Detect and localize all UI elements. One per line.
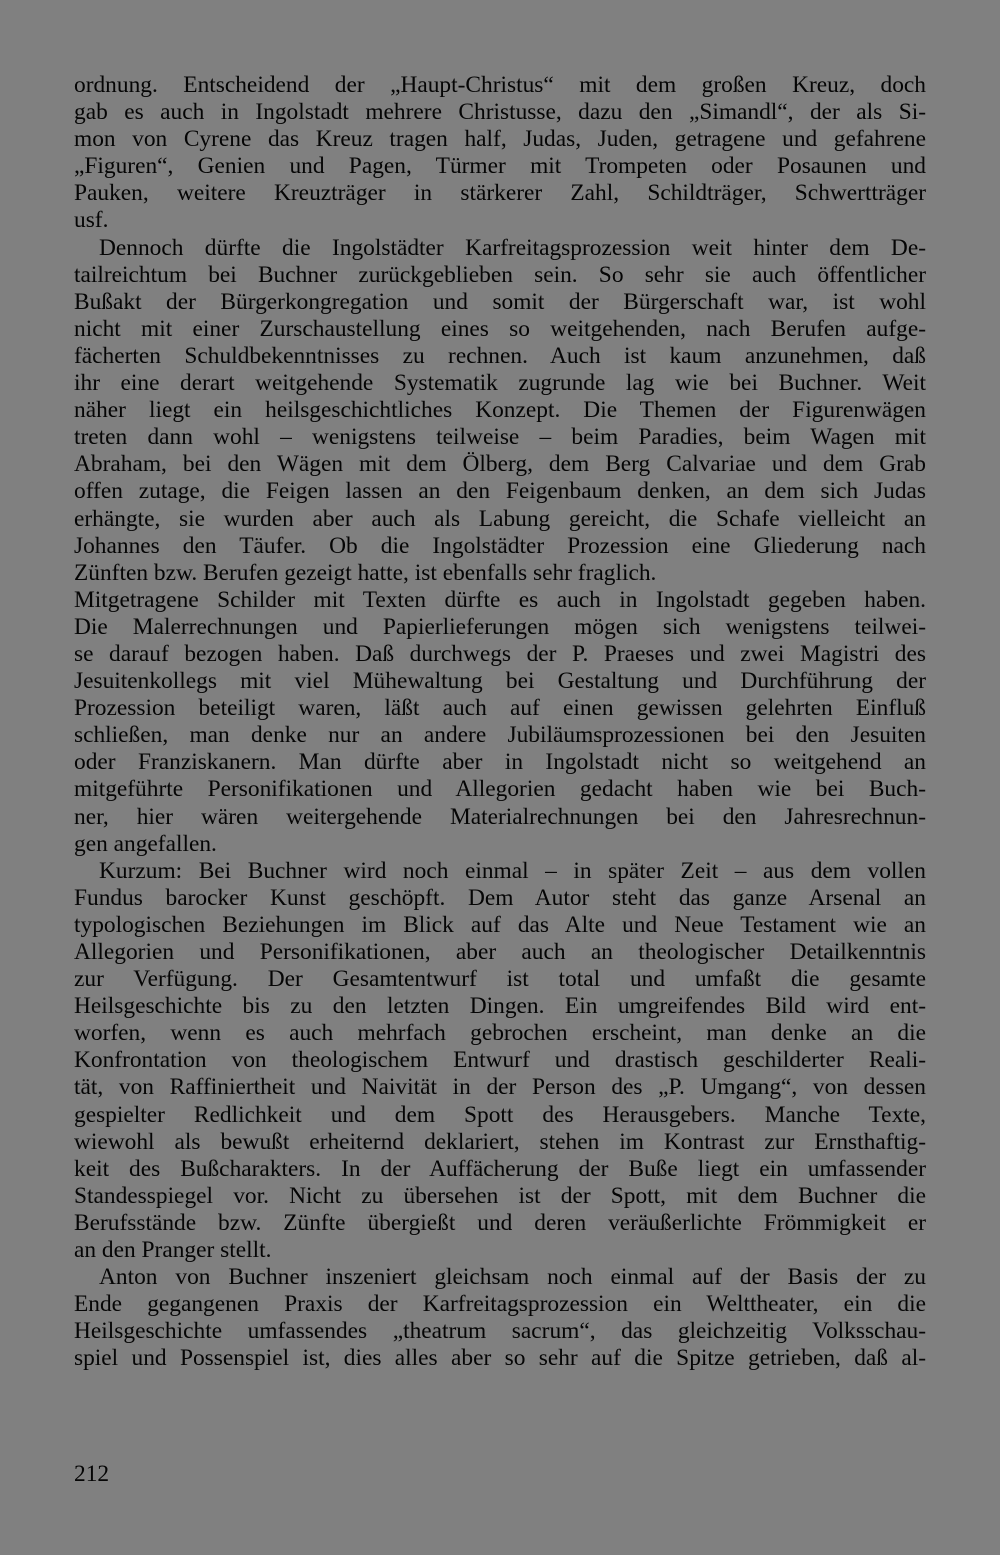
- text-line: näher liegt ein heilsgeschichtliches Konzept. Die Themen der Figurenwägen: [74, 397, 926, 424]
- text-line: schließen, man denke nur an andere Jubiläumsprozessionen bei den Jesuiten: [74, 722, 926, 749]
- text-line: fächerten Schuldbekenntnisses zu rechnen. Auch ist kaum anzunehmen, daß: [74, 342, 926, 369]
- text-line: offen zutage, die Feigen lassen an den Feigenbaum denken, an dem sich Judas: [74, 478, 926, 505]
- text-line: gen angefallen.: [74, 830, 217, 857]
- text-line: Abraham, bei den Wägen mit dem Ölberg, dem Berg Calvariae und dem Grab: [74, 451, 926, 478]
- text-line: an den Pranger stellt.: [74, 1237, 272, 1264]
- text-line: tät, von Raffiniertheit und Naivität in der Person des „P. Umgang“, von dessen: [74, 1074, 926, 1101]
- text-line: Konfrontation von theologischem Entwurf und drastisch geschilderter Reali-: [74, 1047, 926, 1074]
- text-line: Heilsgeschichte bis zu den letzten Dingen. Ein umgreifendes Bild wird ent-: [74, 993, 926, 1020]
- text-line: Standesspiegel vor. Nicht zu übersehen ist der Spott, mit dem Buchner die: [74, 1182, 926, 1209]
- text-line: zur Verfügung. Der Gesamtentwurf ist total und umfaßt die gesamte: [74, 966, 926, 993]
- text-line: „Figuren“, Genien und Pagen, Türmer mit Trompeten oder Posaunen und: [74, 153, 926, 180]
- page-body: [74, 72, 926, 1373]
- text-line: nicht mit einer Zurschaustellung eines so weitgehenden, nach Berufen aufge-: [74, 315, 926, 342]
- paragraph: [74, 235, 926, 587]
- text-line: Allegorien und Personifikationen, aber auch an theologischer Detailkenntnis: [74, 939, 926, 965]
- text-line: Dennoch dürfte die Ingolstädter Karfreitagsprozession weit hinter dem De-: [99, 234, 926, 261]
- text-line: Berufsstände bzw. Zünfte übergießt und deren veräußerlichte Frömmigkeit er: [74, 1209, 926, 1236]
- text-line: typologischen Beziehungen im Blick auf das Alte und Neue Testament wie an: [74, 911, 926, 938]
- text-line: usf.: [74, 207, 109, 234]
- text-line: mon von Cyrene das Kreuz tragen half, Judas, Juden, getragene und gefahrene: [74, 126, 926, 153]
- text-line: se darauf bezogen haben. Daß durchwegs der P. Praeses und zwei Magistri des: [74, 640, 926, 667]
- text-line: ner, hier wären weitergehende Materialrechnungen bei den Jahresrechnun-: [74, 803, 926, 830]
- text-line: Fundus barocker Kunst geschöpft. Dem Autor steht das ganze Arsenal an: [74, 884, 926, 911]
- text-line: tailreichtum bei Buchner zurückgeblieben sein. So sehr sie auch öffentlicher: [74, 261, 926, 288]
- paragraph: [74, 1264, 926, 1372]
- text-line: Johannes den Täufer. Ob die Ingolstädter Prozession eine Gliederung nach: [74, 532, 926, 559]
- page-number: 212: [74, 1461, 110, 1487]
- text-line: Bußakt der Bürgerkongregation und somit der Bürgerschaft war, ist wohl: [74, 288, 926, 315]
- text-line: wiewohl als bewußt erheiternd deklariert, stehen im Kontrast zur Ernsthaftig-: [74, 1128, 926, 1155]
- text-line: mitgeführte Personifikationen und Allegorien gedacht haben wie bei Buch-: [74, 776, 926, 803]
- text-line: worfen, wenn es auch mehrfach gebrochen erscheint, man denke an die: [74, 1020, 926, 1047]
- text-line: gab es auch in Ingolstadt mehrere Christusse, dazu den „Simandl“, der als Si-: [74, 99, 926, 126]
- text-line: Zünften bzw. Berufen gezeigt hatte, ist ebenfalls sehr fraglich.: [74, 559, 657, 586]
- text-line: Die Malerrechnungen und Papierlieferungen mögen sich wenigstens teilwei-: [74, 613, 926, 640]
- text-line: ordnung. Entscheidend der „Haupt-Christus“ mit dem großen Kreuz, doch: [74, 72, 926, 98]
- text-line: Mitgetragene Schilder mit Texten dürfte es auch in Ingolstadt gegeben haben.: [74, 586, 926, 613]
- text-line: Prozession beteiligt waren, läßt auch auf einen gewissen gelehrten Einfluß: [74, 695, 926, 722]
- text-line: Heilsgeschichte umfassendes „theatrum sacrum“, das gleichzeitig Volksschau-: [74, 1318, 926, 1345]
- text-line: treten dann wohl – wenigstens teilweise – beim Paradies, beim Wagen mit: [74, 424, 926, 451]
- text-line: ihr eine derart weitgehende Systematik zugrunde lag wie bei Buchner. Weit: [74, 370, 926, 397]
- text-line: Jesuitenkollegs mit viel Mühewaltung bei Gestaltung und Durchführung der: [74, 668, 926, 695]
- text-line: Anton von Buchner inszeniert gleichsam noch einmal auf der Basis der zu: [99, 1264, 926, 1291]
- text-line: Kurzum: Bei Buchner wird noch einmal – in später Zeit – aus dem vollen: [99, 857, 926, 884]
- text-line: oder Franziskanern. Man dürfte aber in Ingolstadt nicht so weitgehend an: [74, 749, 926, 776]
- text-line: spiel und Possenspiel ist, dies alles aber so sehr auf die Spitze getrieben, daß al-: [74, 1345, 926, 1372]
- paragraph: [74, 72, 926, 235]
- text-line: keit des Bußcharakters. In der Auffächerung der Buße liegt ein umfassender: [74, 1155, 926, 1182]
- text-line: Pauken, weitere Kreuzträger in stärkerer Zahl, Schildträger, Schwertträger: [74, 180, 926, 207]
- paragraph: [74, 587, 926, 858]
- text-line: Ende gegangenen Praxis der Karfreitagsprozession ein Welttheater, ein die: [74, 1291, 926, 1318]
- text-line: erhängte, sie wurden aber auch als Labung gereicht, die Schafe vielleicht an: [74, 505, 926, 532]
- text-line: gespielter Redlichkeit und dem Spott des Herausgebers. Manche Texte,: [74, 1101, 926, 1128]
- paragraph: [74, 858, 926, 1264]
